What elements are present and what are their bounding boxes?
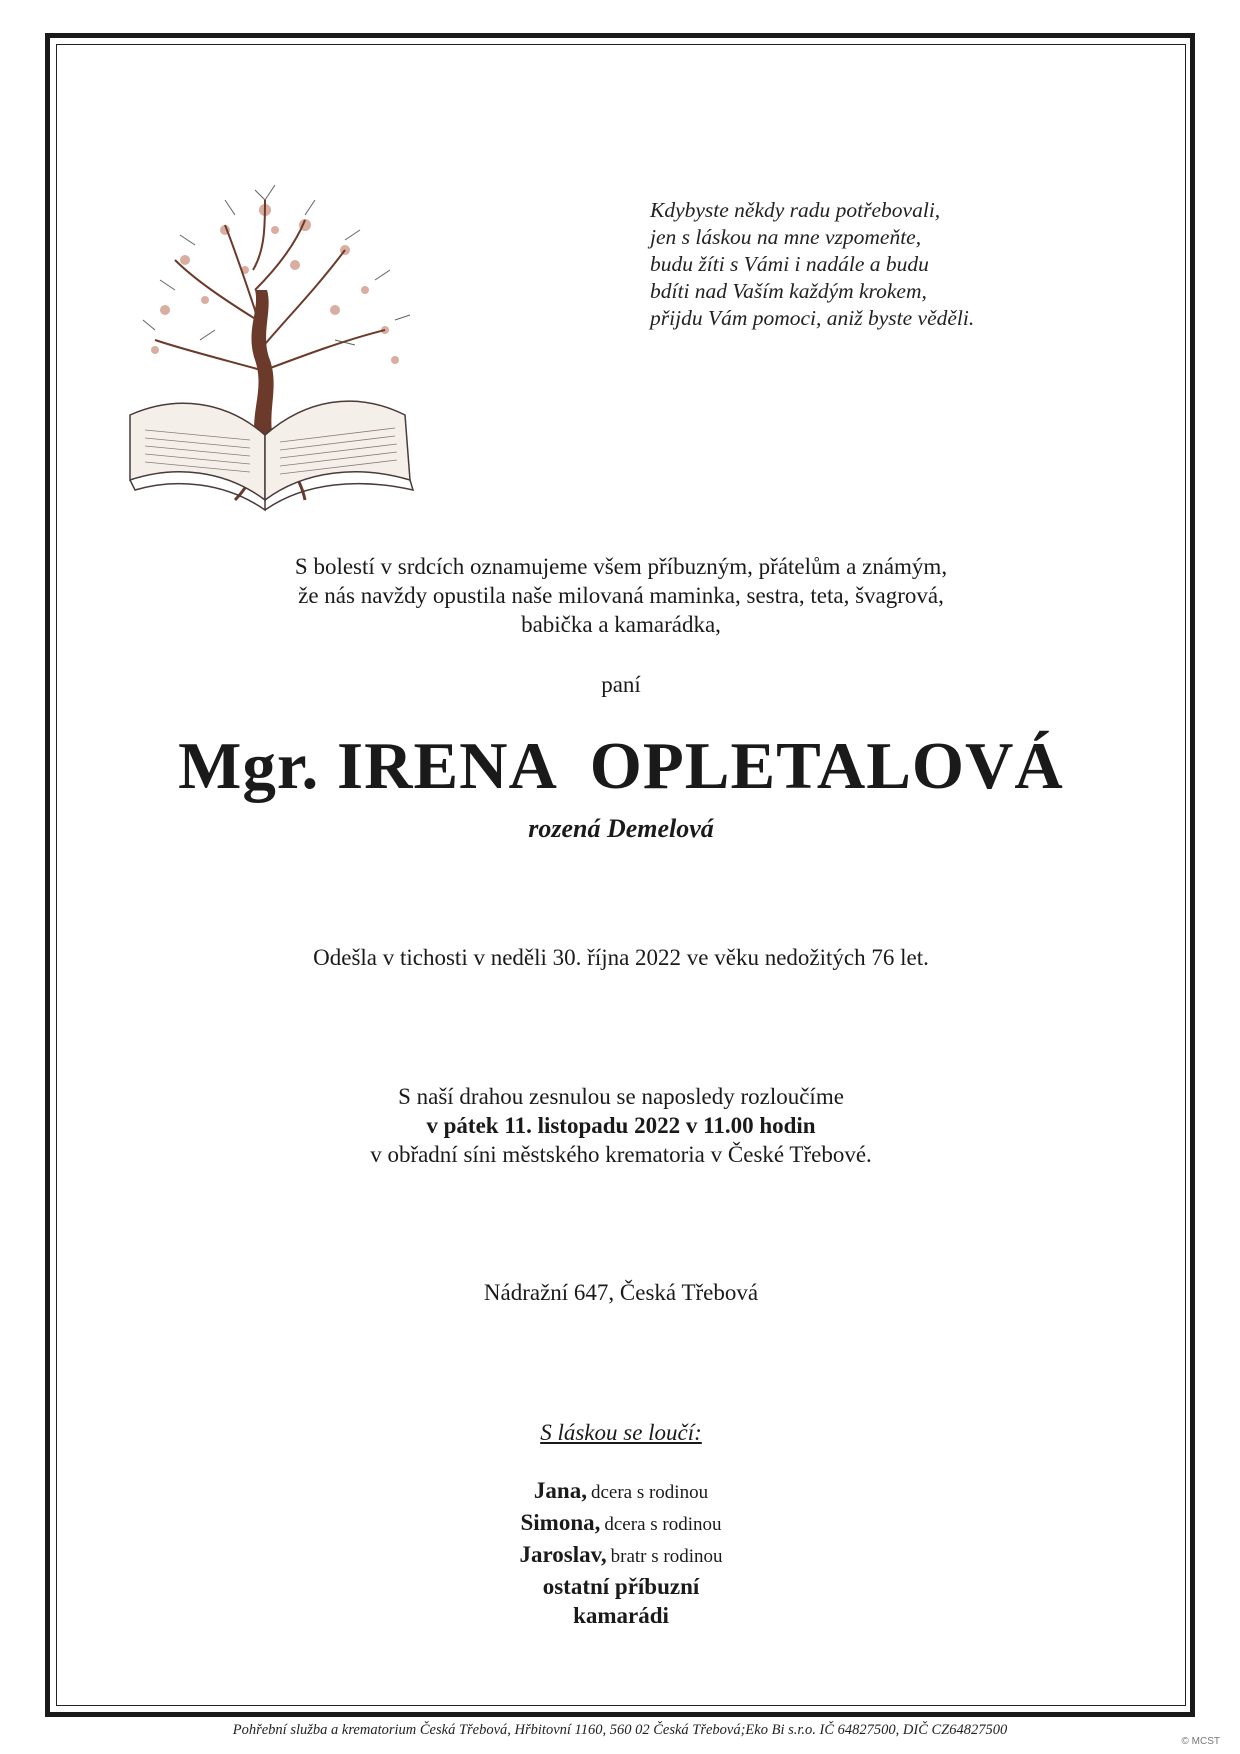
- mourner-relation: bratr s rodinou: [610, 1546, 723, 1567]
- mourner-row: [56, 1476, 1186, 1508]
- mourners-list: [56, 1476, 1186, 1630]
- mourner-relation: dcera s rodinou: [604, 1514, 722, 1535]
- poem-verse: [650, 197, 1030, 332]
- maiden-name: rozená Demelová: [528, 814, 714, 843]
- poem-line: přijdu Vám pomoci, aniž byste věděli.: [650, 306, 975, 330]
- mourners-heading: [56, 1420, 1186, 1446]
- other-mourners: ostatní příbuzní: [542, 1574, 700, 1599]
- poem-line: budu žíti s Vámi i nadále a budu: [650, 252, 929, 276]
- ceremony-place: v obřadní síni městského krematoria v České Třebové.: [370, 1142, 872, 1167]
- mourner-name: Simona,: [520, 1510, 601, 1535]
- mourner-row: [56, 1540, 1186, 1572]
- announcement-text: [56, 552, 1186, 639]
- poem-line: jen s láskou na mne vzpomeňte,: [650, 225, 922, 249]
- deceased-name: Mgr. IRENA OPLETALOVÁ: [178, 729, 1064, 803]
- poem-line: Kdybyste někdy radu potřebovali,: [650, 198, 941, 222]
- tree-book-illustration: [115, 170, 455, 520]
- announcement-line: S bolestí v srdcích oznamujeme všem příbuzným, přátelům a známým,: [294, 554, 948, 579]
- footer-imprint: Pohřební služba a krematorium Česká Třebová, Hřbitovní 1160, 560 02 Česká Třebová;Eko Bi s.r.o. IČ 64827500, DIČ CZ64827500: [232, 1722, 1008, 1738]
- poem-line: bdíti nad Vaším každým krokem,: [650, 279, 927, 303]
- farewell-ceremony: [56, 1082, 1186, 1169]
- stamp-mark: © MCST: [1181, 1736, 1220, 1747]
- mourner-relation: dcera s rodinou: [590, 1482, 709, 1503]
- other-mourners: kamarádi: [573, 1603, 669, 1628]
- passing-statement: Odešla v tichosti v neděli 30. října 2022 ve věku nedožitých 76 let.: [313, 945, 929, 970]
- ceremony-date-time: v pátek 11. listopadu 2022 v 11.00 hodin: [426, 1113, 816, 1138]
- salutation: paní: [601, 672, 641, 697]
- address: Nádražní 647, Česká Třebová: [483, 1280, 759, 1305]
- mourner-row: [56, 1508, 1186, 1540]
- announcement-line: že nás navždy opustila naše milovaná maminka, sestra, teta, švagrová,: [298, 583, 944, 608]
- mourner-name: Jana,: [533, 1478, 587, 1503]
- mourner-name: Jaroslav,: [519, 1542, 607, 1567]
- farewell-line: S naší drahou zesnulou se naposledy rozloučíme: [398, 1084, 844, 1109]
- announcement-line: babička a kamarádka,: [521, 612, 721, 637]
- mourners-heading-text: S láskou se loučí:: [540, 1420, 702, 1445]
